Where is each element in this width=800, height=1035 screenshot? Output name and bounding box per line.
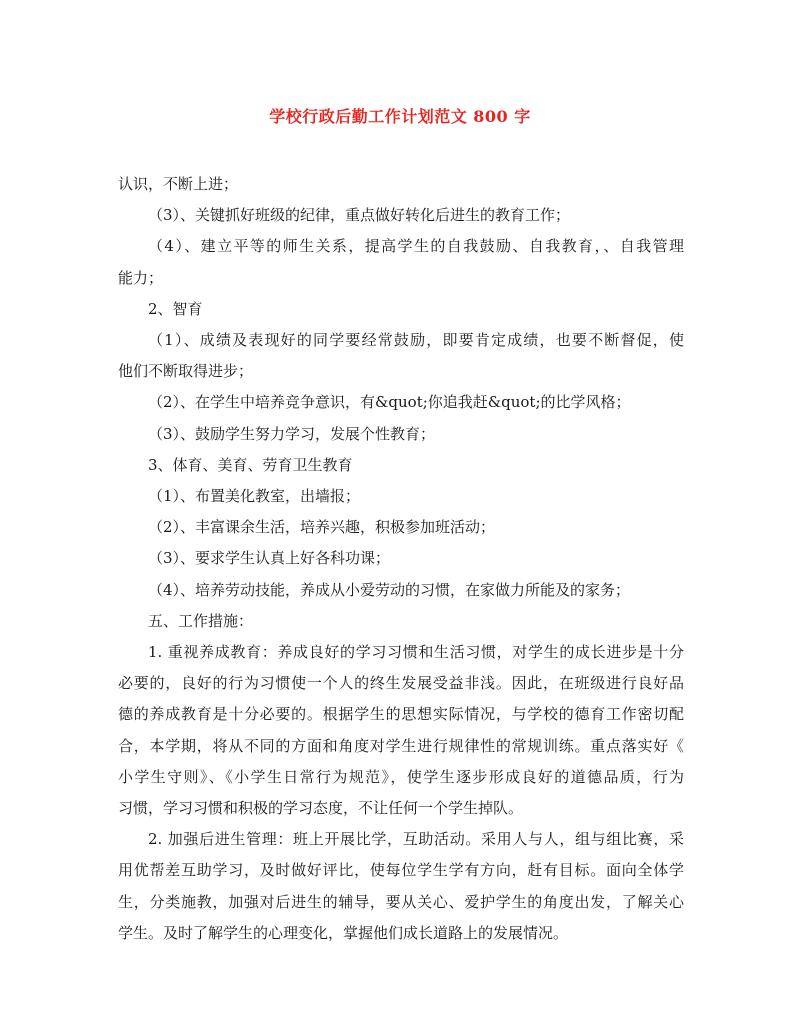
text-line: 认识，不断上进； (118, 175, 239, 193)
text-line: （1）、布置美化教室，出墙报； (148, 487, 361, 506)
section-heading: 2、智育 (148, 299, 203, 318)
document-body (118, 169, 684, 949)
text-line: （2）、在学生中培养竞争意识，有&quot;你追我赶&quot;的比学风格； (148, 393, 631, 412)
text-line: （3）、关键抓好班级的纪律，重点做好转化后进生的教育工作； (148, 206, 571, 225)
text-line: 他们不断取得进步； (118, 362, 254, 381)
text-line: 学生。及时了解学生的心理变化，掌握他们成长道路上的发展情况。 (118, 923, 569, 942)
text-line: 合，本学期，将从不同的方面和角度对学生进行规律性的常规训练。重点落实好《 (118, 736, 684, 755)
text-line: 德的养成教育是十分必要的。根据学生的思想实际情况，与学校的德育工作密切配 (118, 705, 684, 724)
text-line: （4）、培养劳动技能，养成从小爱劳动的习惯，在家做力所能及的家务； (148, 580, 631, 599)
text-line: 2. 加强后进生管理：班上开展比学，互助活动。采用人与人，组与组比赛，采 (148, 830, 684, 849)
text-line: （3）、要求学生认真上好各科功课； (148, 549, 391, 568)
document-title: 学校行政后勤工作计划范文 800 字 (269, 107, 531, 126)
text-line: 1. 重视养成教育：养成良好的学习习惯和生活习惯，对学生的成长进步是十分 (148, 643, 684, 662)
section-heading: 3、体育、美育、劳育卫生教育 (148, 455, 353, 474)
text-line: （4）、建立平等的师生关系，提高学生的自我鼓励、自我教育，、自我管理 (148, 237, 684, 256)
text-line: （3）、鼓励学生努力学习，发展个性教育； (148, 424, 436, 443)
text-line: （2）、丰富课余生活，培养兴趣，积极参加班活动； (148, 518, 496, 537)
text-line: 必要的，良好的行为习惯使一个人的终生发展受益非浅。因此，在班级进行良好品 (118, 674, 684, 693)
text-line: 生，分类施教，加强对后进生的辅导，要从关心、爱护学生的角度出发，了解关心 (118, 892, 684, 911)
text-line: （1）、成绩及表现好的同学要经常鼓励，即要肯定成绩，也要不断督促，使 (148, 331, 684, 350)
text-line: 小学生守则》、《小学生日常行为规范》，使学生逐步形成良好的道德品质，行为 (118, 767, 684, 786)
text-line: 能力； (118, 268, 164, 287)
text-line: 用优帮差互助学习，及时做好评比，使每位学生学有方向，赶有目标。面向全体学 (118, 861, 684, 880)
text-line: 习惯，学习习惯和积极的学习态度，不让任何一个学生掉队。 (118, 799, 524, 818)
section-heading: 五、工作措施： (148, 611, 254, 630)
